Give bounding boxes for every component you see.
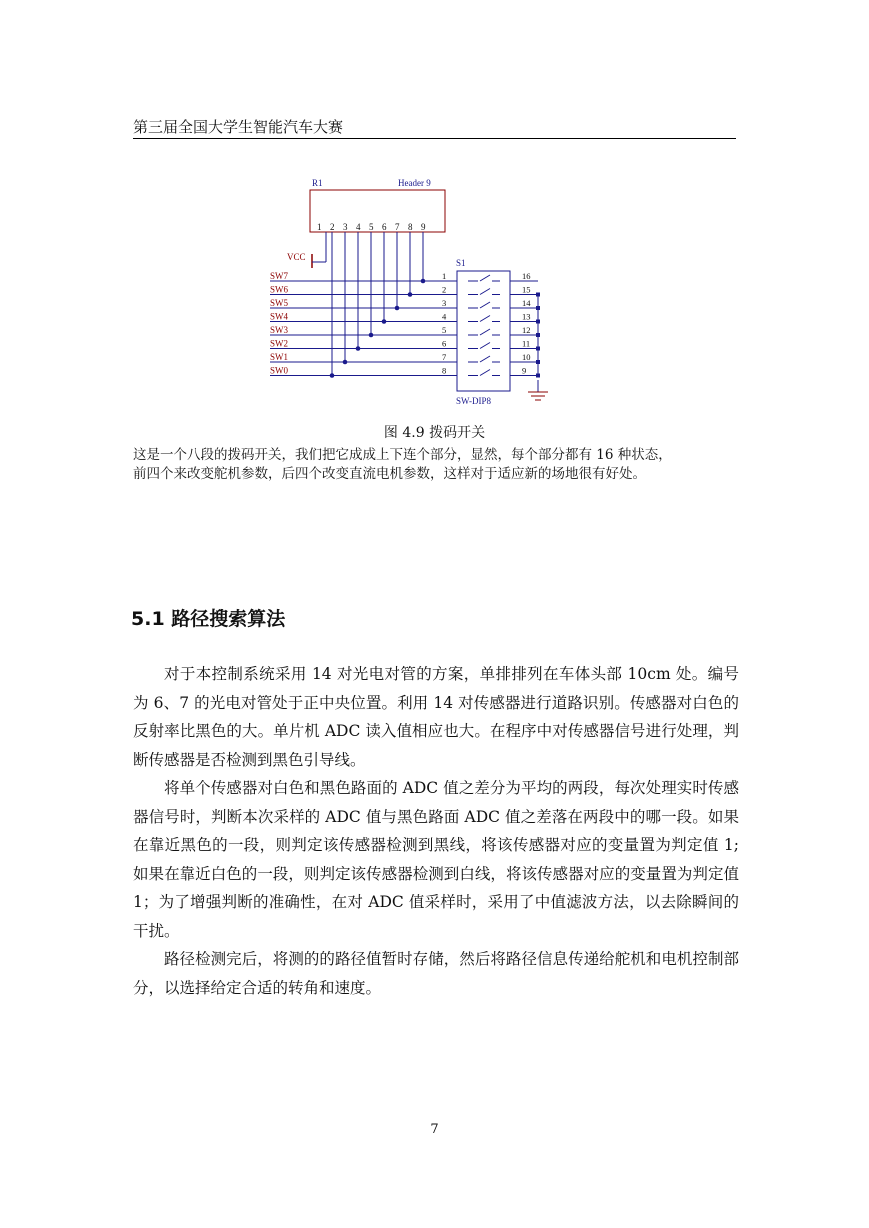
junction-dot: [408, 292, 413, 297]
junction-dot: [382, 319, 387, 324]
switch-pin-left: 8: [442, 365, 447, 376]
contact-blade: [480, 275, 490, 281]
switch-pin-left: 5: [442, 325, 447, 335]
dip-switch-schematic: [260, 170, 560, 415]
body-paragraph: 路径检测完后，将测的的路径值暂时存储，然后将路径信息传递给舵机和电机控制部分，以选择给定合适的转角和速度。: [133, 950, 739, 997]
header-pin-number: 4: [356, 222, 361, 232]
sw-label-sw7: SW7: [270, 271, 288, 281]
header-pin-number: 5: [369, 222, 374, 232]
junction-dot: [330, 373, 335, 378]
header-pin-labels: [317, 222, 426, 232]
switch-pin-right: 13: [522, 311, 531, 322]
junction-dot: [421, 279, 426, 284]
sw-label-sw6: SW6: [270, 284, 288, 295]
switch-pin-right: 10: [522, 352, 531, 362]
junction-dot: [343, 360, 348, 365]
contact-blade: [480, 356, 490, 362]
header-pin-number: 2: [330, 222, 335, 232]
switch-ref: S1: [456, 258, 466, 268]
figure-description: [133, 446, 743, 484]
switch-pin-right: 9: [522, 365, 527, 376]
body-paragraph: 将单个传感器对白色和黑色路面的 ADC 值之差分为平均的两段，每次处理实时传感器信号时，判断本次采样的 ADC 值与黑色路面 ADC 值之差落在两段中的哪一段。如果在靠近黑色的一段，则判定该传感器检测到黑线，将该传感器对应的变量置为判定值 1;如果在靠近白色的一段，则判定该传感器检测到白线，将该传感器对应的变量置为判定值 1；为了增强判断的准确性，在对 ADC 值采样时，采用了中值滤波方法，以去除瞬间的干扰。: [133, 779, 739, 940]
sw-label-sw4: SW4: [270, 311, 288, 322]
header-title: 第三届全国大学生智能汽车大赛: [133, 118, 344, 136]
switch-pin-left: 2: [442, 284, 447, 295]
junction-dot: [369, 333, 374, 338]
switch-pin-left: 6: [442, 338, 447, 349]
header-pin-number: 3: [343, 222, 348, 232]
header-ref: R1: [312, 178, 323, 188]
page-header: [133, 116, 736, 139]
header-pin-number: 6: [382, 222, 387, 232]
sw-label-sw5: SW5: [270, 298, 288, 308]
vcc-label: VCC: [287, 252, 306, 262]
junction-dot: [356, 346, 361, 351]
contact-blade: [480, 302, 490, 308]
sw-label-sw0: SW0: [270, 365, 288, 376]
contact-blade: [480, 316, 490, 322]
switch-pin-left: 1: [442, 271, 447, 281]
sw-label-sw2: SW2: [270, 338, 288, 349]
header-pin-number: 7: [395, 222, 400, 232]
switch-name: SW-DIP8: [456, 396, 492, 406]
switch-pin-right: 11: [522, 338, 531, 349]
contact-blade: [480, 343, 490, 349]
sw-label-sw3: SW3: [270, 325, 288, 335]
contact-blade: [480, 370, 490, 376]
header-pin-number: 8: [408, 222, 413, 232]
switch-pin-right: 12: [522, 325, 531, 335]
switch-pin-right: 14: [522, 298, 531, 308]
header-pin-number: 1: [317, 222, 322, 232]
figure-caption: 图 4.9 拨码开关: [383, 425, 486, 441]
contact-blade: [480, 329, 490, 335]
switch-pin-left: 4: [442, 311, 447, 322]
switch-pin-left: 7: [442, 352, 447, 362]
page-number: 7: [430, 1122, 439, 1137]
header-pin-number: 9: [421, 222, 426, 232]
header-name: Header 9: [398, 178, 431, 188]
description-line: 前四个来改变舵机参数，后四个改变直流电机参数，这样对于适应新的场地很有好处。: [133, 466, 646, 482]
body-paragraph: 对于本控制系统采用 14 对光电对管的方案，单排排列在车体头部 10cm 处。编号为 6、7 的光电对管处于正中央位置。利用 14 对传感器进行道路识别。传感器对白色的反射率比黑色的大。单片机 ADC 读入值相应也大。在程序中对传感器信号进行处理，判断传感器是否检测到黑色引导线。: [133, 665, 739, 769]
switch-pin-right: 15: [522, 284, 531, 295]
description-line: 这是一个八段的拨码开关，我们把它成成上下连个部分，显然，每个部分都有 16 种状态，: [133, 447, 672, 463]
junction-dot: [395, 306, 400, 311]
switch-pin-right: 16: [522, 271, 531, 281]
section-body: [133, 660, 739, 1002]
contact-blade: [480, 289, 490, 295]
section-heading: 5.1 路径搜索算法: [131, 608, 286, 630]
sw-label-sw1: SW1: [270, 352, 288, 362]
switch-pin-left: 3: [442, 298, 447, 308]
switch-contacts: [468, 271, 540, 378]
